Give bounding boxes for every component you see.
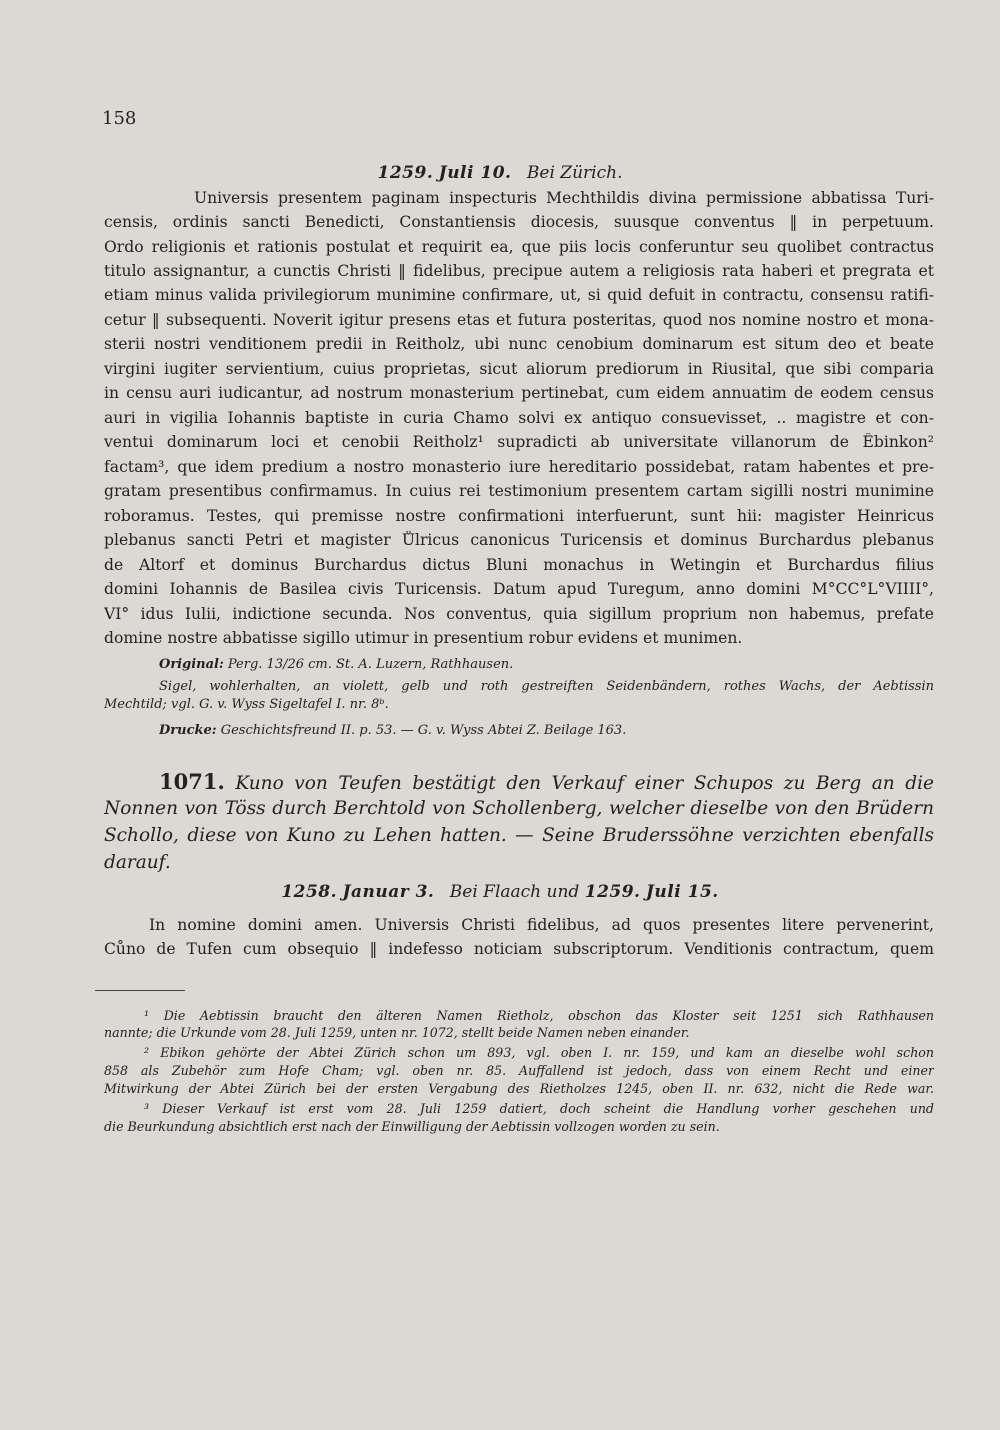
note-label: Drucke: xyxy=(159,723,217,738)
note-text: Mechtild; vgl. G. v. Wyss Sigeltafel I. nr. 8ᵇ. xyxy=(104,697,389,712)
doc1-place: Bei Zürich. xyxy=(526,163,623,183)
footnote-line: nannte; die Urkunde vom 28. Juli 1259, unten nr. 1072, stellt beide Namen neben einander. xyxy=(104,1025,690,1040)
heading-text: Kuno von Teufen bestätigt den Verkauf einer Schupos zu Berg an die xyxy=(224,773,934,794)
body-line: auri in vigilia Iohannis baptiste in curia Chamo solvi ex antiquo consuevisset, .. magistre et con- xyxy=(104,409,934,427)
body-line: titulo assignantur, a cunctis Christi ‖ fidelibus, precipue autem a religiosis rata haberi et pregrata et xyxy=(104,262,934,280)
body-line: gratam presentibus confirmamus. In cuius rei testimonium presentem cartam sigilli nostri munimine xyxy=(104,482,934,500)
body-line: ventui dominarum loci et cenobii Reitholz¹ supradicti ab universitate villanorum de Êbinkon² xyxy=(104,433,934,451)
body-line: factam³, que idem predium a nostro monasterio iure hereditario possidebat, ratam habentes et pre- xyxy=(104,458,934,476)
note-text: Perg. 13/26 cm. St. A. Luzern, Rathhausen. xyxy=(223,657,514,672)
body-line: Universis presentem paginam inspecturis Mechthildis divina permissione abbatissa Turi- xyxy=(194,189,934,207)
note-text: Sigel, wohlerhalten, an violett, gelb und roth gestreiften Seidenbändern, rothes Wachs, der Aebtissin xyxy=(159,679,934,694)
body-line: virgini iugiter servientium, cuius proprietas, sicut aliorum prediorum in Riusital, que sibi comparia xyxy=(104,360,934,378)
body-line: VI° idus Iulii, indictione secunda. Nos conventus, quia sigillum proprium non habemus, prefate xyxy=(104,605,934,623)
footnote-line: ³ Dieser Verkauf ist erst vom 28. Juli 1259 datiert, doch scheint die Handlung vorher geschehen und xyxy=(144,1101,934,1116)
body-line: etiam minus valida privilegiorum munimine confirmare, ut, si quid defuit in contractu, consensu ratifi- xyxy=(104,286,934,304)
body-line: In nomine domini amen. Universis Christi fidelibus, ad quos presentes litere pervenerint, xyxy=(149,916,934,934)
doc1-year: 1259. xyxy=(377,163,434,183)
doc2-year1: 1258. xyxy=(281,882,338,902)
footnote-line: 858 als Zubehör zum Hofe Cham; vgl. oben nr. 85. Auffallend ist jedoch, dass von einem Recht und einer xyxy=(104,1063,934,1078)
body-line: domine nostre abbatisse sigillo utimur in presentium robur evidens et munimen. xyxy=(104,629,743,647)
heading-line xyxy=(159,770,934,796)
body-line: plebanus sancti Petri et magister Ůlricus canonicus Turicensis et dominus Burchardus plebanus xyxy=(104,531,934,549)
body-line: cetur ‖ subsequenti. Noverit igitur presens etas et futura posteritas, quod nos nomine nostro et mona- xyxy=(104,311,934,329)
doc2-year2: 1259. xyxy=(584,882,641,902)
body-line: censis, ordinis sancti Benedicti, Constantiensis diocesis, suusque conventus ‖ in perpetuum. xyxy=(104,213,934,231)
doc2-place: Bei Flaach und xyxy=(449,882,580,902)
doc2-date2: Juli 15. xyxy=(645,882,719,902)
doc2-number: 1071. xyxy=(159,770,225,794)
doc1-date: Juli 10. xyxy=(438,163,512,183)
footnote-rule xyxy=(95,990,185,991)
note-seal-cont xyxy=(104,696,934,714)
doc2-date1: Januar 3. xyxy=(342,882,435,902)
note-seal xyxy=(159,678,934,696)
heading-line: Nonnen von Töss durch Berchtold von Schollenberg, welcher dieselbe von den Brüdern xyxy=(104,798,934,819)
footnote-line: ¹ Die Aebtissin braucht den älteren Namen Rietholz, obschon das Kloster seit 1251 sich Rathhausen xyxy=(144,1008,934,1023)
body-line: de Altorf et dominus Burchardus dictus Bluni monachus in Wetingin et Burchardus filius xyxy=(104,556,934,574)
body-line: roboramus. Testes, qui premisse nostre confirmationi interfuerunt, sunt hii: magister Heinricus xyxy=(104,507,934,525)
note-label: Original: xyxy=(159,657,224,672)
footnote-line: die Beurkundung absichtlich erst nach der Einwilligung der Aebtissin vollzogen worden zu sein. xyxy=(104,1119,720,1134)
footnote-line: Mitwirkung der Abtei Zürich bei der ersten Vergabung des Rietholzes 1245, oben II. nr. 632, nicht die Rede war. xyxy=(104,1081,934,1096)
heading-line: Schollo, diese von Kuno zu Lehen hatten. — Seine Bruderssöhne verzichten ebenfalls xyxy=(104,825,934,846)
heading-line: darauf. xyxy=(104,852,171,873)
body-line: sterii nostri venditionem predii in Reitholz, ubi nunc cenobium dominarum est situm deo et beate xyxy=(104,335,934,353)
doc1-dateline xyxy=(0,163,1000,183)
body-line: Cůno de Tufen cum obsequio ‖ indefesso noticiam subscriptorum. Venditionis contractum, quem xyxy=(104,940,934,958)
note-text: Geschichtsfreund II. p. 53. — G. v. Wyss Abtei Z. Beilage 163. xyxy=(216,723,627,738)
body-line: domini Iohannis de Basilea civis Turicensis. Datum apud Turegum, anno domini M°CC°L°VIIII°, xyxy=(104,580,934,598)
page-number: 158 xyxy=(102,108,137,129)
doc2-dateline xyxy=(0,882,1000,902)
body-line: in censu auri iudicantur, ad nostrum monasterium pertinebat, cum eidem annuatim de eodem census xyxy=(104,384,934,402)
body-line: Ordo religionis et rationis postulat et requirit ea, que piis locis conferuntur seu quolibet contractus xyxy=(104,238,934,256)
note-original xyxy=(159,656,934,674)
note-prints xyxy=(159,722,934,740)
footnote-line: ² Ebikon gehörte der Abtei Zürich schon um 893, vgl. oben I. nr. 159, und kam an dieselbe wohl schon xyxy=(144,1045,934,1060)
